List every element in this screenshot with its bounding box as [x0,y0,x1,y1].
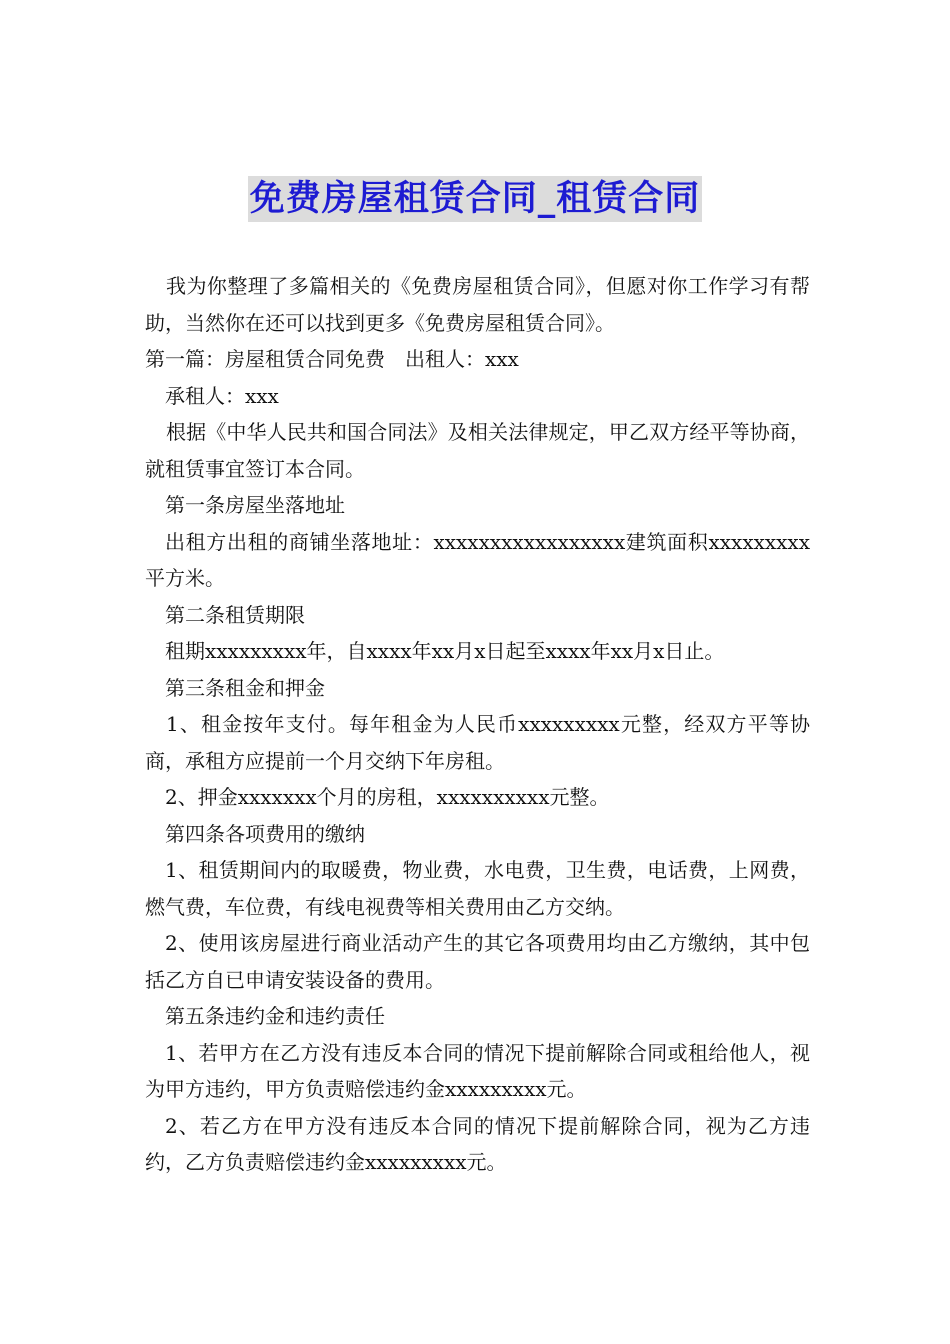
title-container [0,176,950,222]
preamble-paragraph: 根据《中华人民共和国合同法》及相关法律规定，甲乙双方经平等协商，就租赁事宜签订本合同。 [145,420,810,481]
article-2-heading: 第二条租赁期限 [165,602,305,627]
article-3-item-1: 1、租金按年支付。每年租金为人民币xxxxxxxxx元整，经双方平等协商，承租方应提前一个月交纳下年房租。 [145,712,810,773]
article-4-heading: 第四条各项费用的缴纳 [165,821,365,846]
article-1-heading: 第一条房屋坐落地址 [165,493,345,517]
lessor-line: 出租人：xxx [405,347,519,371]
section-heading: 第一篇：房屋租赁合同免费 [145,347,385,371]
article-3-item-2: 2、押金xxxxxxx个月的房租，xxxxxxxxxx元整。 [165,785,610,809]
section-heading-line [145,341,810,378]
document-title: 免费房屋租赁合同_租赁合同 [248,176,703,222]
article-3-heading: 第三条租金和押金 [165,675,325,700]
article-4-item-2: 2、使用该房屋进行商业活动产生的其它各项费用均由乙方缴纳，其中包括乙方自已申请安装设备的费用。 [145,931,810,992]
article-5-item-2: 2、若乙方在甲方没有违反本合同的情况下提前解除合同，视为乙方违约，乙方负责赔偿违约金xxxxxxxxx元。 [145,1113,810,1174]
document-body [145,268,810,1181]
article-5-item-1: 1、若甲方在乙方没有违反本合同的情况下提前解除合同或租给他人，视为甲方违约，甲方负责赔偿违约金xxxxxxxxx元。 [145,1040,810,1101]
intro-paragraph: 我为你整理了多篇相关的《免费房屋租赁合同》，但愿对你工作学习有帮助，当然你在还可以找到更多《免费房屋租赁合同》。 [145,274,810,335]
article-5-heading: 第五条违约金和违约责任 [165,1004,385,1028]
article-1-text: 出租方出租的商铺坐落地址：xxxxxxxxxxxxxxxxx建筑面积xxxxxxxxx平方米。 [145,529,810,590]
lessee-line: 承租人：xxx [165,383,279,408]
article-4-item-1: 1、租赁期间内的取暖费，物业费，水电费，卫生费，电话费，上网费，燃气费，车位费，有线电视费等相关费用由乙方交纳。 [145,858,810,919]
article-2-text: 租期xxxxxxxxx年，自xxxx年xx月x日起至xxxx年xx月x日止。 [165,639,725,663]
